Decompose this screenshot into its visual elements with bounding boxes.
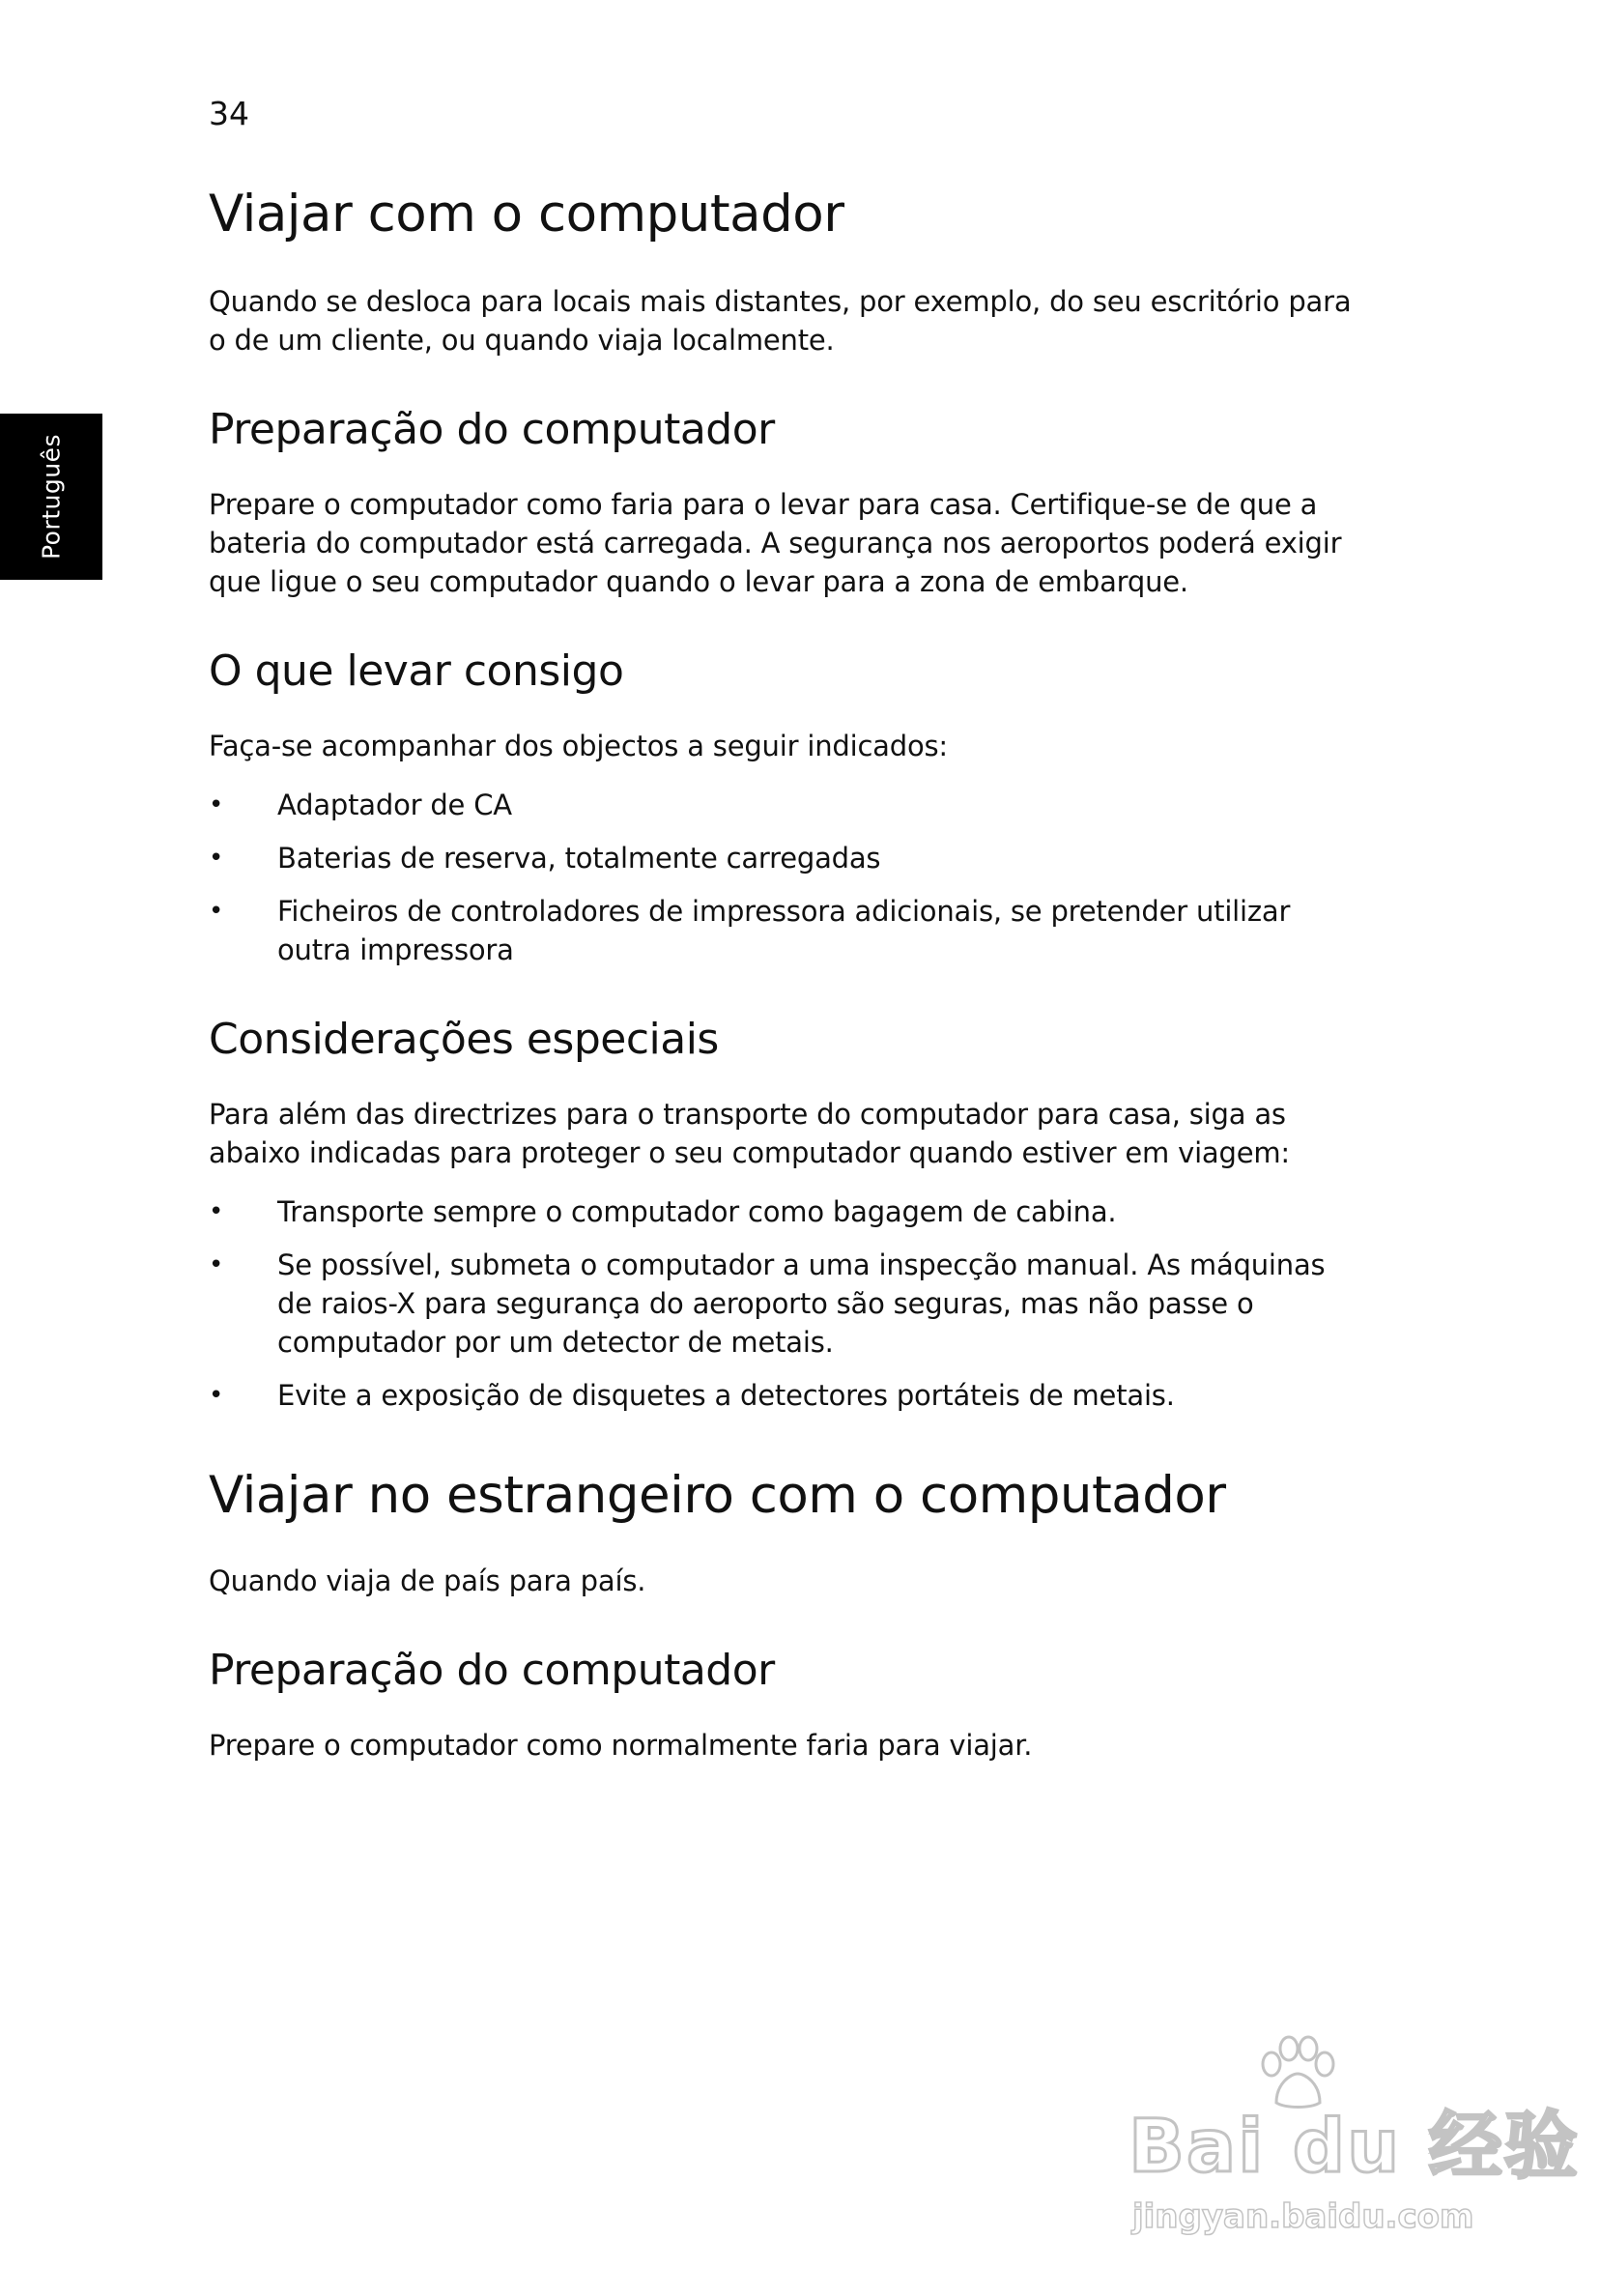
bullet-icon: • (209, 844, 224, 873)
subsection-title-what-to-bring: O que levar consigo (209, 646, 624, 696)
paragraph-what-to-bring-intro: Faça-se acompanhar dos objectos a seguir indicados: (209, 730, 948, 762)
list-item: • Baterias de reserva, totalmente carregadas (209, 839, 1368, 877)
paragraph-preparation-abroad: Prepare o computador como normalmente faria para viajar. (209, 1729, 1033, 1762)
document-body (209, 184, 1368, 1765)
paragraph-preparation: Prepare o computador como faria para o levar para casa. Certifique-se de que a bateria do computador está carregada. A segurança nos aeroportos poderá exigir que ligue o seu computador quando o levar para a zona de embarque. (209, 488, 1342, 598)
subsection-title-preparation-abroad: Preparação do computador (209, 1646, 775, 1695)
section-title-traveling-abroad: Viajar no estrangeiro com o computador (209, 1466, 1226, 1525)
list-item: • Transporte sempre o computador como bagagem de cabina. (209, 1192, 1368, 1231)
bullet-icon: • (209, 897, 224, 926)
subsection-title-preparation: Preparação do computador (209, 405, 775, 454)
section-title-traveling-with-computer: Viajar com o computador (209, 185, 844, 244)
watermark-url: jingyan.baidu.com (1132, 2197, 1474, 2236)
section-intro-traveling: Quando se desloca para locais mais distantes, por exemplo, do seu escritório para o de um cliente, ou quando viaja localmente. (209, 285, 1352, 357)
list-special-considerations (209, 1192, 1368, 1415)
list-item: • Ficheiros de controladores de impressora adicionais, se pretender utilizar outra impressora (209, 892, 1368, 969)
list-what-to-bring (209, 786, 1368, 969)
page-number: 34 (209, 95, 249, 132)
bullet-icon: • (209, 790, 224, 819)
bullet-icon: • (209, 1381, 224, 1410)
language-side-tab (0, 414, 102, 580)
list-item: • Se possível, submeta o computador a uma inspecção manual. As máquinas de raios-X para segurança do aeroporto são seguras, mas não passe o computador por um detector de metais. (209, 1246, 1368, 1362)
section-intro-abroad: Quando viaja de país para país. (209, 1564, 646, 1597)
paragraph-special-considerations-intro: Para além das directrizes para o transporte do computador para casa, siga as abaixo indicadas para proteger o seu computador quando estiver em viagem: (209, 1098, 1290, 1169)
list-item: • Evite a exposição de disquetes a detectores portáteis de metais. (209, 1376, 1368, 1415)
bullet-icon: • (209, 1250, 224, 1279)
watermark-brand: Bai du 经验 (1129, 2103, 1580, 2189)
list-item: • Adaptador de CA (209, 786, 1368, 824)
subsection-title-special-considerations: Considerações especiais (209, 1015, 719, 1064)
bullet-icon: • (209, 1197, 224, 1226)
baidu-jingyan-watermark (1129, 2035, 1580, 2257)
language-side-tab-label: Português (37, 433, 66, 560)
